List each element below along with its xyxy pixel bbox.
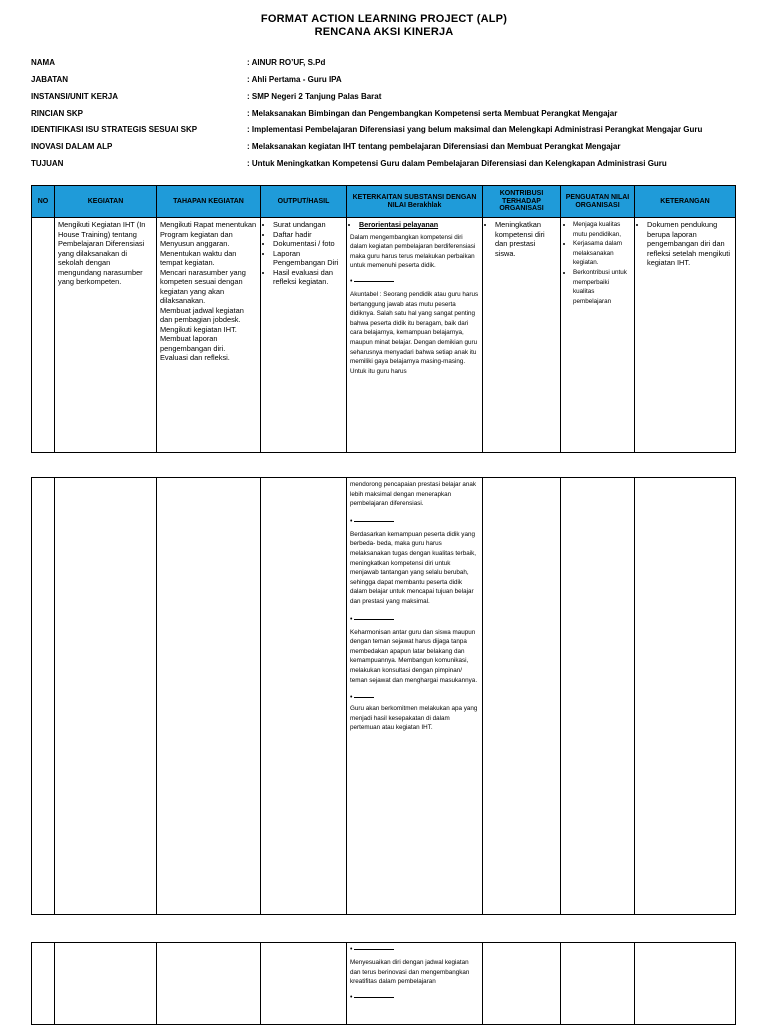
cell-output — [261, 218, 347, 453]
cell-kontribusi — [483, 943, 561, 1025]
tahapan-step: Mengikuti Rapat menentukan Program kegiatan dan Menyusun anggaran. — [160, 220, 257, 248]
output-item: • Surat undangan — [273, 220, 343, 230]
table-row — [32, 478, 736, 915]
cell-kegiatan — [55, 943, 157, 1025]
bullet-blank: • — [350, 693, 479, 702]
header-tahapan: TAHAPAN KEGIATAN — [157, 186, 261, 218]
penguatan-item: • Menjaga kualitas mutu pendidikan, — [573, 220, 631, 239]
cell-output — [261, 478, 347, 915]
bullet-blank: • — [350, 993, 479, 1002]
table-row — [32, 943, 736, 1025]
header-penguatan: PENGUATAN NILAI ORGANISASI — [561, 186, 635, 218]
cell-no — [32, 218, 55, 453]
cell-keterangan — [635, 218, 736, 453]
tahapan-step: Mencari narasumber yang kompeten sesuai dengan kegiatan yang akan dilaksanakan. — [160, 267, 246, 305]
info-value-nama: : AINUR RO’UF, S.Pd — [247, 58, 326, 67]
bullet-blank: • — [350, 945, 479, 954]
info-value-rincian-skp: : Melaksanakan Bimbingan dan Pengembangkan Kompetensi serta Membuat Perangkat Mengajar — [247, 109, 618, 118]
tahapan-step: Evaluasi dan refleksi. — [160, 353, 230, 362]
penguatan-item: • Berkontribusi untuk memperbaiki kualitas pembelajaran — [573, 268, 631, 306]
alp-table-page3 — [31, 942, 736, 1025]
cell-kontribusi — [483, 478, 561, 915]
keterangan-item: • Dokumen pendukung berupa laporan pengembangan diri dan refleksi setelah mengikuti kegiatan IHT. — [647, 220, 732, 268]
cell-keterkaitan — [347, 218, 483, 453]
cell-tahapan — [157, 943, 261, 1025]
table-header-row — [32, 186, 736, 218]
alp-table-page1 — [31, 185, 736, 453]
info-label-instansi: INSTANSI/UNIT KERJA — [31, 92, 118, 101]
output-item: • Dokumentasi / foto — [273, 239, 343, 249]
info-value-inovasi: : Melaksanakan kegiatan IHT tentang pembelajaran Diferensiasi dan Membuat Perangkat Mengajar — [247, 142, 621, 151]
tahapan-step: Mengikuti kegiatan IHT. — [160, 324, 237, 334]
output-item: • Hasil evaluasi dan refleksi kegiatan. — [273, 268, 343, 287]
keterkaitan-paragraph: Akuntabel : Seorang pendidik atau guru harus bertanggung jawab atas mutu peserta didiknya. Salah satu hal yang sangat penting bahwa peserta didik itu beragam, baik dari cara belajarnya, kemampuan belajarnya, maupun minat belajar. Dengan demikian guru seharusnya menyadari bahwa setiap anak itu memiliki gaya belajarnya masing-masing. Untuk itu guru harus — [350, 290, 479, 375]
keterkaitan-paragraph: mendorong pencapaian prestasi belajar anak lebih maksimal dengan menerapkan pembelajaran diferensiasi. — [350, 481, 477, 508]
cell-kegiatan — [55, 478, 157, 915]
kontribusi-item: • Meningkatkan kompetensi diri dan prestasi siswa. — [495, 220, 557, 258]
alp-table-page2 — [31, 477, 736, 915]
info-value-isu-strategis: : Implementasi Pembelajaran Diferensiasi yang belum maksimal dan Melengkapi Administrasi Perangkat Mengajar Guru — [247, 125, 703, 134]
blank-underline — [354, 280, 394, 282]
info-value-tujuan: : Untuk Meningkatkan Kompetensi Guru dalam Pembelajaran Diferensiasi dan Kelengkapan Administrasi Guru — [247, 159, 667, 168]
table-row — [32, 218, 736, 453]
cell-keterangan — [635, 478, 736, 915]
bullet-blank: • — [350, 277, 479, 286]
header-no: NO — [32, 186, 55, 218]
blank-underline — [354, 996, 394, 998]
tahapan-step: Membuat laporan pengembangan diri. — [160, 334, 226, 353]
cell-keterkaitan — [347, 943, 483, 1025]
header-output: OUTPUT/HASIL — [261, 186, 347, 218]
penguatan-item: • Kerjasama dalam melaksanakan kegiatan. — [573, 239, 631, 268]
cell-keterangan — [635, 943, 736, 1025]
cell-penguatan — [561, 478, 635, 915]
keterkaitan-paragraph: Menyesuaikan diri dengan jadwal kegiatan dan terus berinovasi dan mengembangkan kreatifitas dalam pembelajaran — [350, 959, 470, 986]
output-item: • Laporan Pengembangan Diri — [273, 249, 343, 268]
header-kontribusi: KONTRIBUSI TERHADAP ORGANISASI — [483, 186, 561, 218]
blank-underline — [354, 618, 394, 620]
keterkaitan-paragraph: Berdasarkan kemampuan peserta didik yang berbeda- beda, maka guru harus melaksanakan tugas dengan kualitas terbaik, meningkatkan kompetensi diri untuk menjawab tantangan yang selalu berubah, sehingga dapat membantu peserta didik dalam belajar untuk mencapai tujuan belajar dan prestasi yang maksimal. — [350, 530, 477, 605]
info-label-tujuan: TUJUAN — [31, 159, 64, 168]
cell-keterkaitan — [347, 478, 483, 915]
info-value-jabatan: : Ahli Pertama - Guru IPA — [247, 75, 342, 84]
bullet-blank: • — [350, 615, 479, 624]
cell-no — [32, 943, 55, 1025]
cell-no — [32, 478, 55, 915]
cell-tahapan — [157, 478, 261, 915]
info-label-inovasi: INOVASI DALAM ALP — [31, 142, 113, 151]
tahapan-step: Menentukan waktu dan tempat kegiatan. — [160, 248, 237, 267]
bullet-blank: • — [350, 517, 479, 526]
cell-penguatan — [561, 943, 635, 1025]
info-value-instansi: : SMP Negeri 2 Tanjung Palas Barat — [247, 92, 382, 101]
cell-kegiatan: Mengikuti Kegiatan IHT (In House Training) tentang Pembelajaran Diferensiasi yang dilaksanakan di sekolah dengan mengundang narasumber yang berkompeten. — [55, 218, 157, 453]
header-kegiatan: KEGIATAN — [55, 186, 157, 218]
info-label-rincian-skp: RINCIAN SKP — [31, 109, 84, 118]
cell-penguatan — [561, 218, 635, 453]
keterkaitan-paragraph: Dalam mengembangkan kompetensi diri dalam kegiatan pembelajaran berdiferensiasi maka guru harus terus melakukan perbaikan untuk memenuhi peserta didik. — [350, 233, 476, 270]
cell-kontribusi — [483, 218, 561, 453]
cell-output — [261, 943, 347, 1025]
info-label-isu-strategis: IDENTIFIKASI ISU STRATEGIS SESUAI SKP — [31, 125, 198, 134]
info-label-nama: NAMA — [31, 58, 55, 67]
cell-tahapan — [157, 218, 261, 453]
keterkaitan-paragraph: Guru akan berkomitmen melakukan apa yang menjadi hasil kesepakatan di dalam pertemuan atau kegiatan IHT. — [350, 705, 478, 732]
blank-underline — [354, 948, 394, 950]
output-item: • Daftar hadir — [273, 230, 343, 240]
info-label-jabatan: JABATAN — [31, 75, 69, 84]
header-keterkaitan: KETERKAITAN SUBSTANSI DENGAN NILAI Berakhlak — [347, 186, 483, 218]
keterkaitan-heading: • Berorientasi pelayanan — [359, 220, 479, 230]
header-keterangan: KETERANGAN — [635, 186, 736, 218]
blank-underline — [354, 696, 374, 698]
tahapan-step: Membuat jadwal kegiatan dan pembagian jobdesk. — [160, 305, 244, 324]
blank-underline — [354, 520, 394, 522]
document-subtitle: RENCANA AKSI KINERJA — [314, 26, 454, 38]
keterkaitan-paragraph: Keharmonisan antar guru dan siswa maupun dengan teman sejawat harus dijaga tanpa membedakan apapun latar belakang dan kemampuannya. Membangun komunikasi, melakukan konsultasi dengan pimpinan/ teman sejawat dan menghargai masukannya. — [350, 628, 478, 684]
document-title: FORMAT ACTION LEARNING PROJECT (ALP) — [260, 13, 508, 25]
